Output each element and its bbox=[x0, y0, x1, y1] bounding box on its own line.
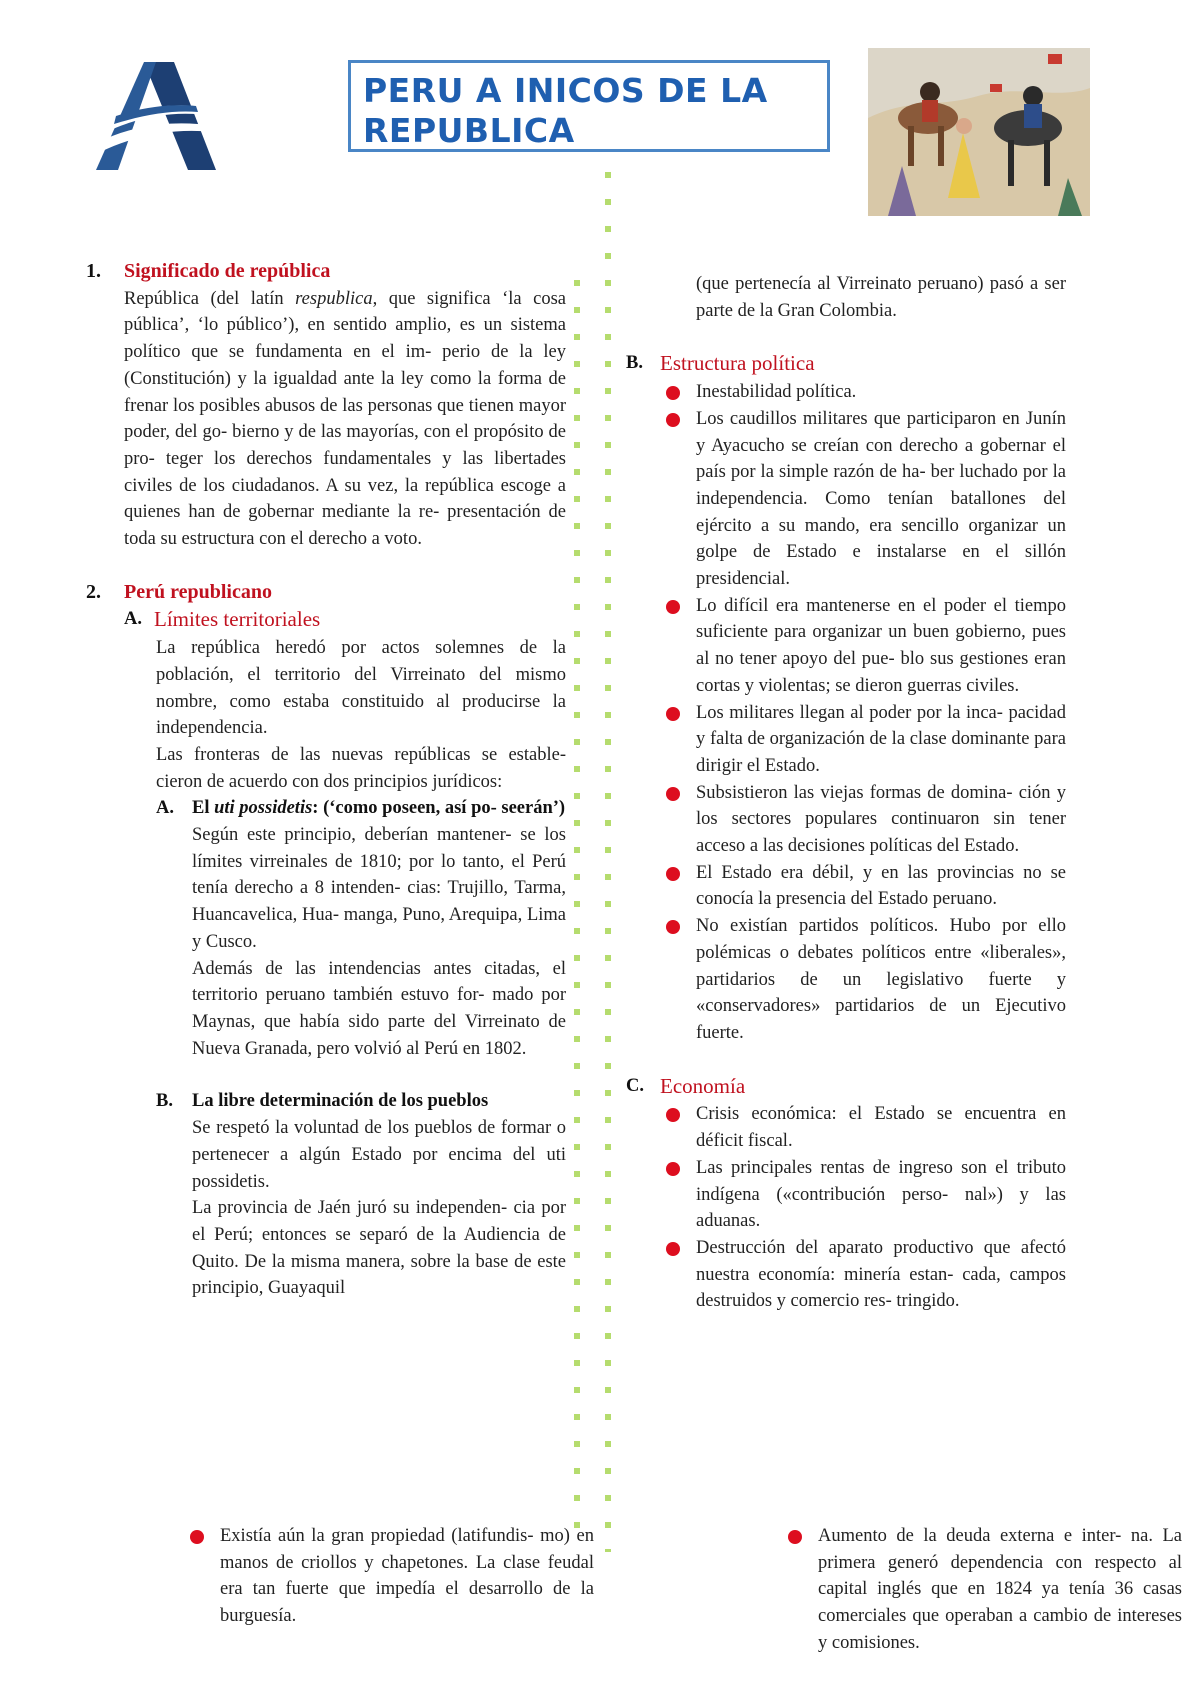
list-item bbox=[696, 1155, 1066, 1235]
b-item-text: El Estado era débil, y en las provincias no se conocía la presencia del Estado peruano. bbox=[696, 862, 1066, 910]
s1-body-a: República (del latín bbox=[124, 288, 296, 309]
principle-b-paragraph-1: Se respetó la voluntad de los pueblos de formar o pertenecer a algún Estado por encima del uti possidetis. bbox=[192, 1118, 566, 1192]
column-divider bbox=[605, 172, 611, 1552]
section-b-list bbox=[696, 379, 1066, 1047]
principle-a-paragraph-1: Según este principio, deberían mantener- se los límites virreinales de 1810; por lo tanto, el Perú tenía derecho a 8 intenden- cias: Trujillo, Tarma, Huancavelica, Hua- manga, Puno, Arequipa, Lima y Cusco. bbox=[192, 825, 566, 952]
c-item-text: Destrucción del aparato productivo que afectó nuestra economía: minería estan- cada, campos destruidos y comercio res- tringido. bbox=[696, 1237, 1066, 1312]
bullet-dot-icon bbox=[788, 1530, 802, 1544]
section-1-body bbox=[124, 286, 566, 553]
right-bottom-bullet-text: Aumento de la deuda externa e inter- na. La primera generó dependencia con respecto al capital inglés que en 1824 ya tenía 36 casas comerciales que operaban a cambio de intereses y comisiones. bbox=[818, 1526, 1182, 1653]
list-item bbox=[696, 913, 1066, 1047]
list-item bbox=[696, 700, 1066, 780]
bullet-dot-icon bbox=[666, 787, 680, 801]
right-continuation: (que pertenecía al Virreinato peruano) pasó a ser parte de la Gran Colombia. bbox=[696, 274, 1066, 321]
principle-b-letter: B. bbox=[156, 1091, 173, 1112]
bullet-dot-icon bbox=[666, 920, 680, 934]
b-item-text: No existían partidos políticos. Hubo por ello polémicas o debates políticos entre «liberales», partidarios de un legislativo fuerte y «conservadores» partidarios de un Ejecutivo fuerte. bbox=[696, 916, 1066, 1043]
principle-a-paragraph-2: Además de las intendencias antes citadas, el territorio peruano también estuvo for- mado por Maynas, que había sido parte del Virreinato de Nueva Granada, pero volvió al Perú en 1802. bbox=[192, 958, 566, 1059]
painting-image bbox=[868, 48, 1090, 216]
principle-a-letter: A. bbox=[156, 798, 174, 819]
subsection-2a-title: Límites territoriales bbox=[154, 607, 321, 632]
b-item-text: Subsistieron las viejas formas de domina- ción y los sectores populares continuaron sin tener acceso a las decisiones políticas del Estado. bbox=[696, 782, 1066, 857]
section-2 bbox=[86, 579, 566, 607]
principle-a-title-a: El bbox=[192, 798, 215, 819]
section-1 bbox=[86, 258, 566, 286]
bullet-dot-icon bbox=[666, 386, 680, 400]
s2a-paragraph-1: La república heredó por actos solemnes de la población, el territorio del Virreinato del mismo nombre, como estaba constituido al producirse la independencia. bbox=[156, 638, 566, 739]
principle-a-title bbox=[192, 795, 566, 822]
bullet-dot-icon bbox=[666, 867, 680, 881]
b-item-text: Lo difícil era mantenerse en el poder el tiempo suficiente para organizar un buen gobierno, pues al no tener apoyo del pue- blo sus gestiones eran cortas y violentas; se dieron guerras civiles. bbox=[696, 595, 1066, 696]
page-title-line2: REPUBLICA bbox=[363, 111, 575, 150]
section-c bbox=[626, 1073, 1066, 1102]
list-item bbox=[696, 1235, 1066, 1315]
bullet-dot-icon bbox=[666, 707, 680, 721]
list-item bbox=[696, 379, 1066, 406]
s1-body-b: , que significa ‘la cosa pública’, ‘lo público’), en sentido amplio, es un sistema político que se fundamenta en el im- perio de la ley (Constitución) y la igualdad ante la ley como la forma de frenar los posibles abusos de las personas que tienen mayor poder, del go- bierno y de las mayorías, con el propósito de pro- teger los derechos fundamentales y las libertades civiles de los ciudadanos. A su vez, la república escoge a quienes han de gobernar mediante la re- presentación de toda su estructura con el derecho a voto. bbox=[124, 288, 566, 550]
title-box bbox=[348, 60, 830, 152]
list-item bbox=[220, 1523, 594, 1630]
left-column bbox=[86, 258, 566, 1302]
c-item-text: Las principales rentas de ingreso son el tributo indígena («contribución perso- nal») y las aduanas. bbox=[696, 1157, 1066, 1232]
right-bottom-bullet bbox=[818, 1523, 1182, 1657]
section-1-number: 1. bbox=[86, 260, 101, 282]
section-b bbox=[626, 350, 1066, 379]
right-bottom-list bbox=[818, 1523, 1182, 1657]
section-c-title: Economía bbox=[660, 1073, 746, 1098]
principle-a bbox=[124, 795, 566, 1062]
b-item-text: Inestabilidad política. bbox=[696, 382, 857, 403]
subsection-2a-letter: A. bbox=[124, 609, 142, 630]
bullet-dot-icon bbox=[666, 1162, 680, 1176]
list-item bbox=[818, 1523, 1182, 1657]
list-item bbox=[696, 780, 1066, 860]
list-item bbox=[696, 1101, 1066, 1154]
principle-a-title-b: : (‘como poseen, así po- seerán’) bbox=[312, 798, 566, 819]
section-2-number: 2. bbox=[86, 580, 101, 603]
principle-b-title: La libre determinación de los pueblos bbox=[192, 1091, 489, 1112]
subsection-2a-body bbox=[124, 635, 566, 795]
section-1-title: Significado de república bbox=[124, 260, 331, 282]
principle-a-title-italic: uti possidetis bbox=[214, 798, 313, 819]
section-b-title: Estructura política bbox=[660, 351, 815, 376]
section-b-letter: B. bbox=[626, 353, 643, 374]
s2a-paragraph-2: Las fronteras de las nuevas repúblicas se estable- cieron de acuerdo con dos principios jurídicos: bbox=[156, 744, 566, 792]
principle-b bbox=[124, 1088, 566, 1302]
section-c-letter: C. bbox=[626, 1075, 644, 1096]
b-item-text: Los militares llegan al poder por la inca- pacidad y falta de organización de la clase dominante para dirigir el Estado. bbox=[696, 702, 1066, 776]
right-column bbox=[626, 271, 1066, 1315]
principle-b-paragraph-2: La provincia de Jaén juró su independen- cia por el Perú; entonces se separó de la Audiencia de Quito. De la misma manera, sobre la base de este principio, Guayaquil bbox=[192, 1198, 566, 1299]
logo-icon bbox=[96, 62, 216, 170]
bullet-dot-icon bbox=[666, 600, 680, 614]
section-2-title: Perú republicano bbox=[124, 580, 272, 603]
list-item bbox=[696, 406, 1066, 593]
bullet-dot-icon bbox=[666, 1242, 680, 1256]
list-item bbox=[696, 860, 1066, 913]
section-c-list bbox=[696, 1101, 1066, 1315]
left-bottom-bullet bbox=[220, 1523, 594, 1630]
bullet-dot-icon bbox=[666, 1108, 680, 1122]
b-item-text: Los caudillos militares que participaron en Junín y Ayacucho se creían con derecho a gobernar el país por la simple razón de ha- ber luchado por la independencia. Como tenían batallones del ejército a su mando, era sencillo organizar un golpe de Estado e instalarse en el sillón presidencial. bbox=[696, 408, 1066, 590]
left-bottom-list bbox=[220, 1523, 594, 1630]
list-item bbox=[696, 593, 1066, 700]
bullet-dot-icon bbox=[190, 1530, 204, 1544]
column-divider-inner bbox=[574, 280, 580, 1530]
c-item-text: Crisis económica: el Estado se encuentra en déficit fiscal. bbox=[696, 1104, 1066, 1152]
left-bottom-bullet-text: Existía aún la gran propiedad (latifundis- mo) en manos de criollos y chapetones. La clase feudal era tan fuerte que impedía el desarrollo de la burguesía. bbox=[220, 1526, 594, 1627]
s1-body-italic: respublica bbox=[295, 288, 373, 309]
bullet-dot-icon bbox=[666, 413, 680, 427]
page-title-line1: PERU A INICOS DE LA bbox=[363, 71, 768, 110]
subsection-2a bbox=[124, 606, 566, 635]
